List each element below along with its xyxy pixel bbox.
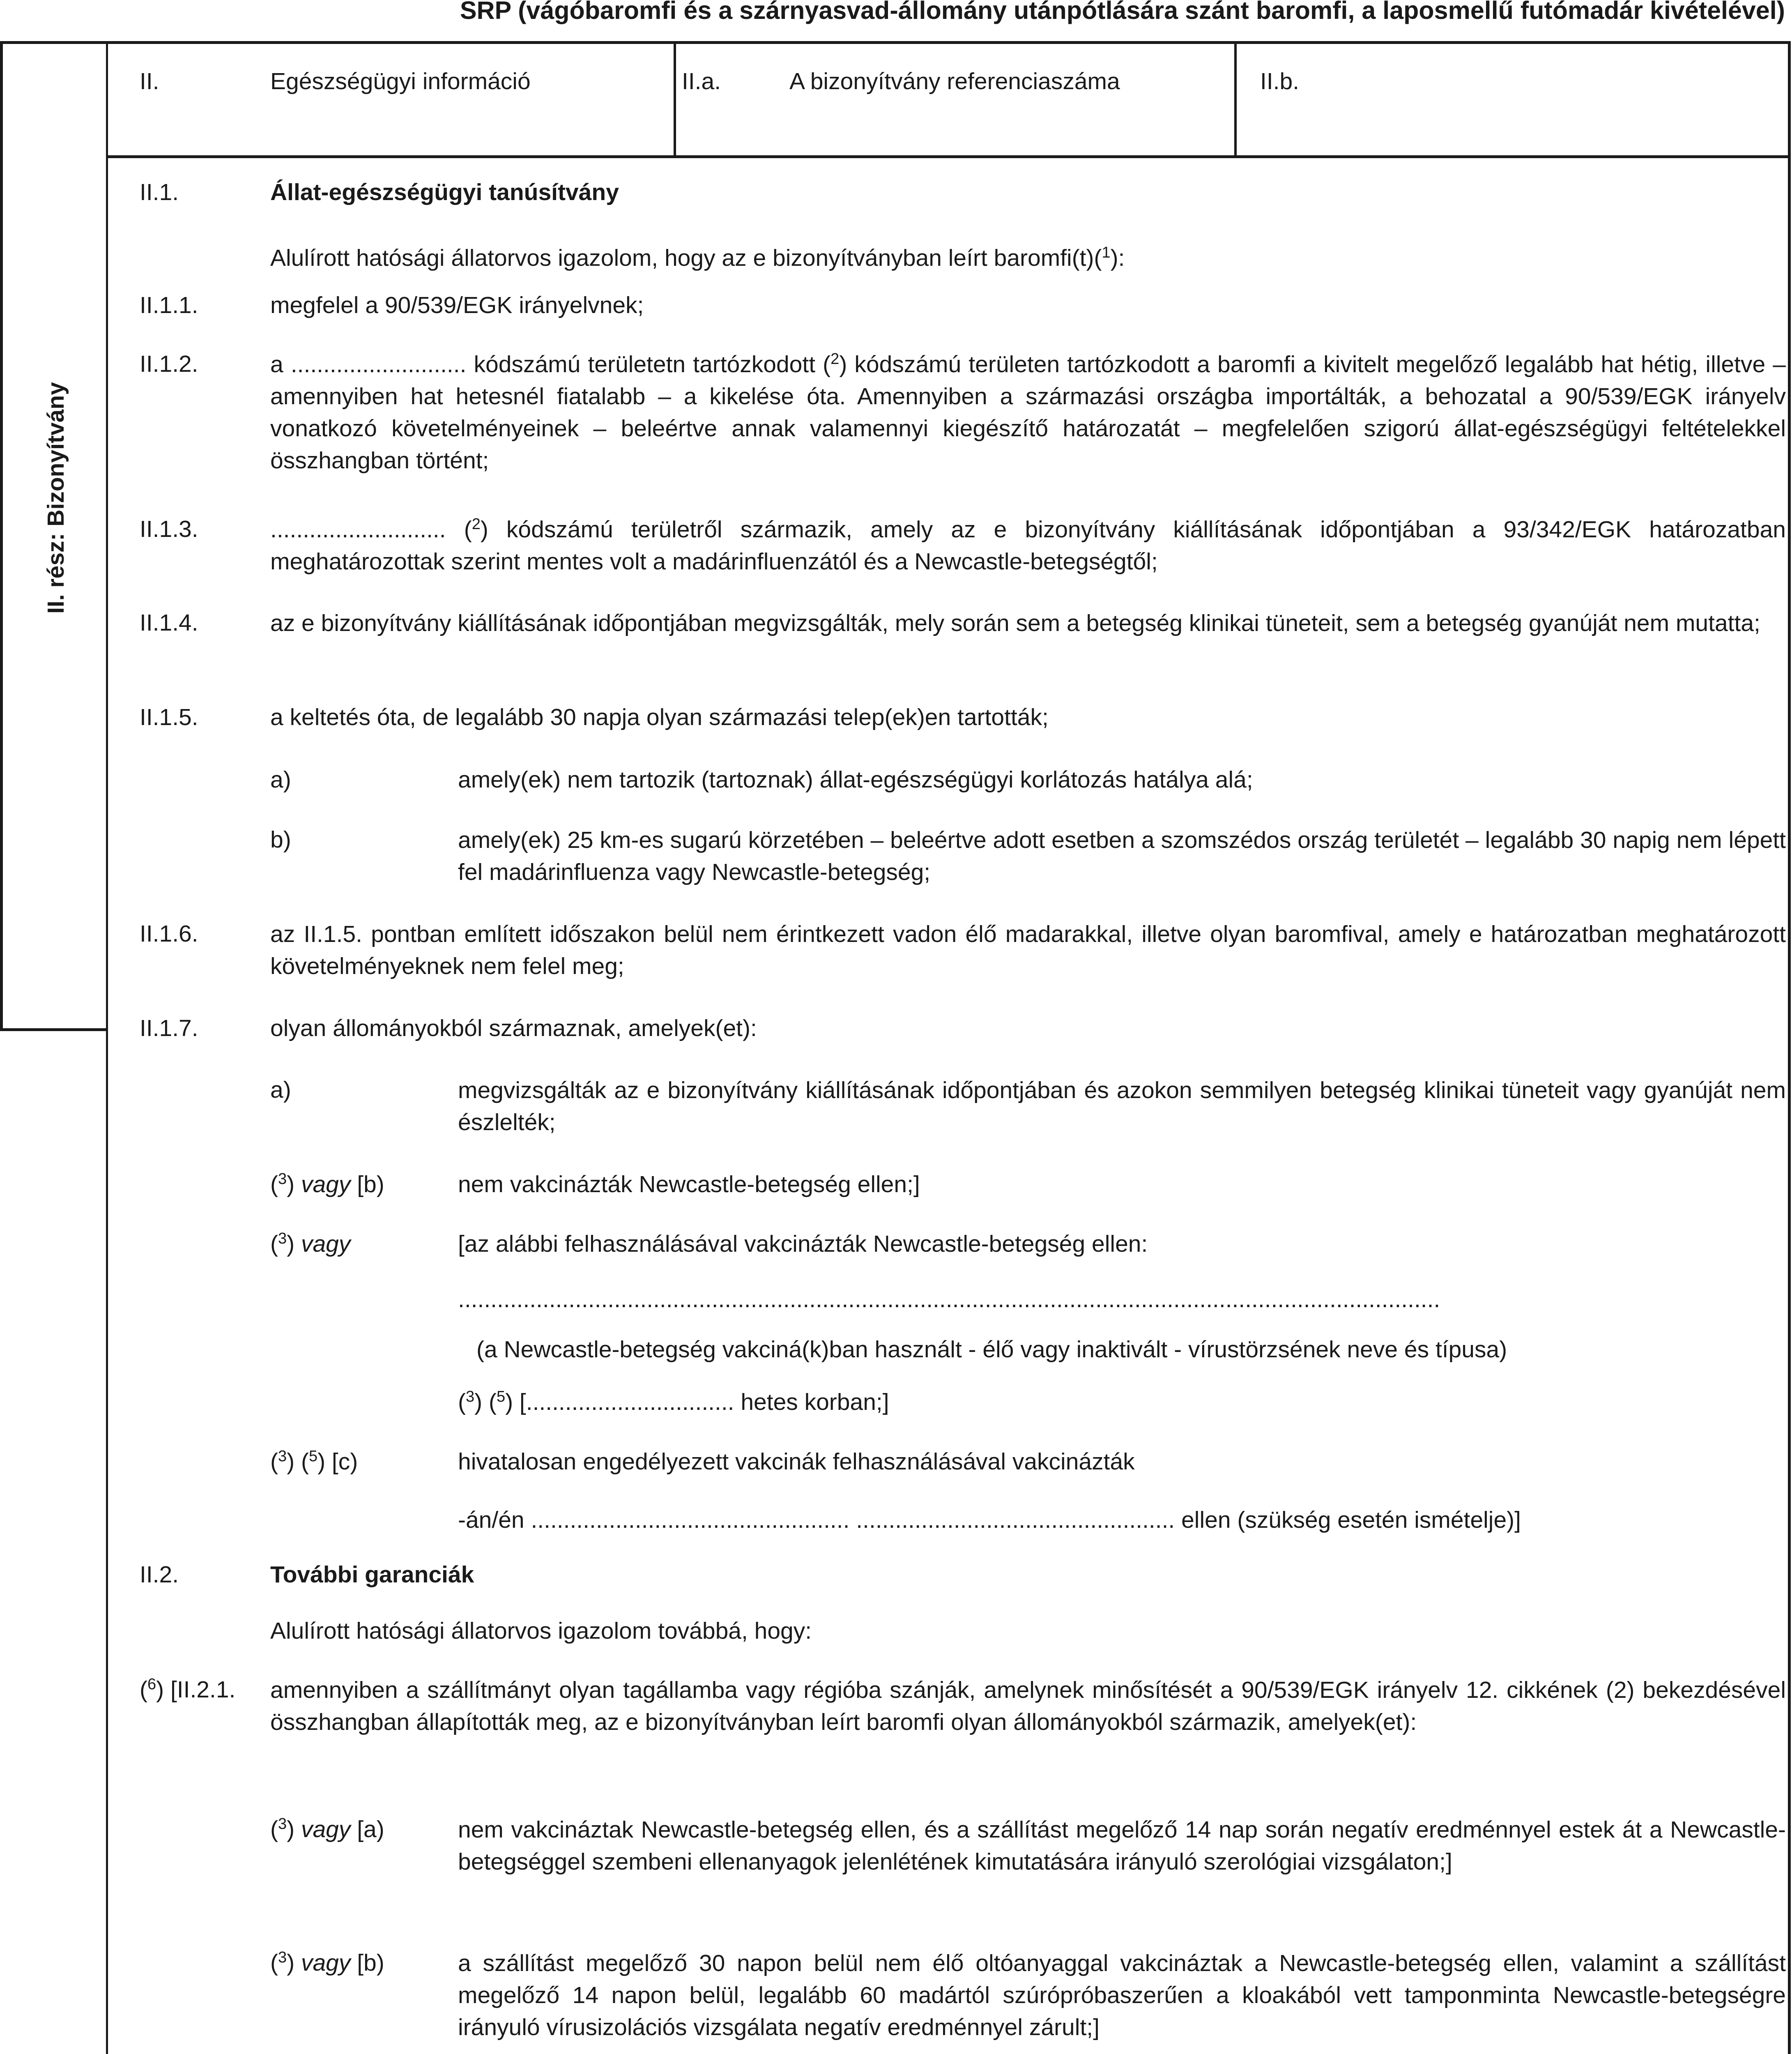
item-number: II.1.2. [140,351,198,377]
section-number: II.1. [140,179,179,205]
side-panel [0,41,106,1031]
sub-text: -án/én ................................................. ................................................. ellen (szükség esetén ismételje)] [458,1507,1521,1533]
sub-text: nem vakcináztak Newcastle-betegség ellen, és a szállítást megelőző 14 nap során negatív eredménnyel estek át a Newcastle-betegséggel szembeni ellenanyagok jelenlétének kimutatására irányuló szerológiai vizsgálaton;] [458,1817,1786,1875]
side-label: II. rész: Bizonyítvány [43,382,69,614]
section-number: II.2. [140,1561,179,1588]
item-text: a ........................... kódszámú területetn tartózkodott ($^2$) kódszámú területen tartózkodott a baromfi a kivitelt megelőző legalább hat hétig, illetve – amennyiben hat hetesnél fiatalabb – a kikelése óta. Amennyiben a származási országba importálták, a behozatal a 90/539/EGK irányelv vonatkozó követelményeinek – beleértve annak valamennyi kiegészítő határozatát – megfelelően szigorú állat-egészségügyi feltételekkel összhangban történt; [270,350,1786,474]
item-number: II.1.1. [140,292,198,318]
header-divider [1234,41,1237,158]
item-text: az e bizonyítvány kiállításának időpontjában megvizsgálták, mely során sem a betegség klinikai tüneteit, sem a betegség gyanúját nem mutatta; [270,610,1760,636]
sub-text: amely(ek) nem tartozik (tartoznak) állat-egészségügyi korlátozás hatálya alá; [458,767,1253,793]
item-number: II.1.3. [140,516,198,542]
sub-label: ($^3$) vagy [270,1230,351,1257]
intro-text: Alulírott hatósági állatorvos igazolom továbbá, hogy: [270,1618,812,1644]
sub-text: a szállítást megelőző 30 napon belül nem élő oltóanyaggal vakcináztak a Newcastle-betegség ellen, valamint a szállítást megelőző 14 napon belül, legalább 60 madártól szúrópróbaszerűen a kloakából vett tamponminta Newcastle-betegségre irányuló vírusizolációs vizsgálata negatív eredménnyel zárult;] [458,1950,1786,2040]
item-text: a keltetés óta, de legalább 30 napja olyan származási telep(ek)en tartották; [270,704,1049,730]
sub-text: megvizsgálták az e bizonyítvány kiállításának időpontjában és azokon semmilyen betegség klinikai tüneteit vagy gyanúját nem észlelték; [458,1077,1786,1135]
vaccine-note: (a Newcastle-betegség vakciná(k)ban használt - élő vagy inaktivált - vírustörzsének neve és típusa) [476,1336,1507,1363]
item-number: II.1.4. [140,610,198,636]
header-row [106,41,1791,158]
sub-label: ($^3$) ($^5$) [c) [270,1448,358,1475]
item-number: II.1.7. [140,1015,198,1041]
section-heading: További garanciák [270,1561,474,1588]
sub-label: a) [270,1077,291,1103]
sub-label: ($^3$) vagy [b) [270,1170,384,1197]
certificate-frame [106,41,1791,2054]
section-heading: Állat-egészségügyi tanúsítvány [270,179,619,205]
item-number: ($^6$) [II.2.1. [140,1676,236,1703]
header-col1-num: II. [140,68,159,94]
sub-text: hivatalosan engedélyezett vakcinák felhasználásával vakcinázták [458,1448,1135,1475]
item-number: II.1.6. [140,921,198,947]
item-text: amennyiben a szállítmányt olyan tagállamba vagy régióba szánják, amelynek minősítését a 90/539/EGK irányelv 12. cikkének (2) bekezdésével összhangban állapították meg, az e bizonyítványban leírt baromfi olyan állományokból származik, amelyek(et): [270,1677,1786,1735]
header-col1-label: Egészségügyi információ [270,68,531,94]
sub-text: nem vakcinázták Newcastle-betegség ellen;] [458,1171,920,1197]
item-text: olyan állományokból származnak, amelyek(et): [270,1015,757,1041]
header-col2-label: A bizonyítvány referenciaszáma [789,68,1120,94]
weeks-text: ($^3$) ($^5$) [................................ hetes korban;] [458,1388,889,1415]
item-text: ........................... ($^2$) kódszámú területről származik, amely az e bizonyítvány kiállításának időpontjában a 93/342/EGK határozatban meghatározottak szerint mentes volt a madárinfluenzától és a Newcastle-betegségtől; [270,516,1786,575]
document-title: SRP (vágóbaromfi és a szárnyasvad-állomány utánpótlására szánt baromfi, a laposmellű futómadár kivételével) [460,0,1785,24]
item-text: az II.1.5. pontban említett időszakon belül nem érintkezett vadon élő madarakkal, illetve olyan baromfival, amely e határozatban meghatározott követelményeknek nem felel meg; [270,921,1786,979]
item-number: II.1.5. [140,704,198,730]
sub-label: a) [270,767,291,793]
sub-text: [az alábbi felhasználásával vakcinázták Newcastle-betegség ellen: [458,1231,1148,1257]
header-divider [674,41,676,158]
sub-text: amely(ek) 25 km-es sugarú körzetében – beleértve adott esetben a szomszédos ország területét – legalább 30 napig nem lépett fel madárinfluenza vagy Newcastle-betegség; [458,827,1786,885]
sub-label: ($^3$) vagy [a) [270,1815,384,1842]
header-col2-num: II.a. [682,68,721,94]
intro-text: Alulírott hatósági állatorvos igazolom, hogy az e bizonyítványban leírt baromfi(t)($^1$): [270,244,1125,271]
header-col3-num: II.b. [1260,68,1300,94]
sub-label: ($^3$) vagy [b) [270,1949,384,1976]
item-text: megfelel a 90/539/EGK irányelvnek; [270,292,644,318]
sub-label: b) [270,827,291,853]
dotted-line: ....................................................................................................................................................... [458,1286,1440,1313]
